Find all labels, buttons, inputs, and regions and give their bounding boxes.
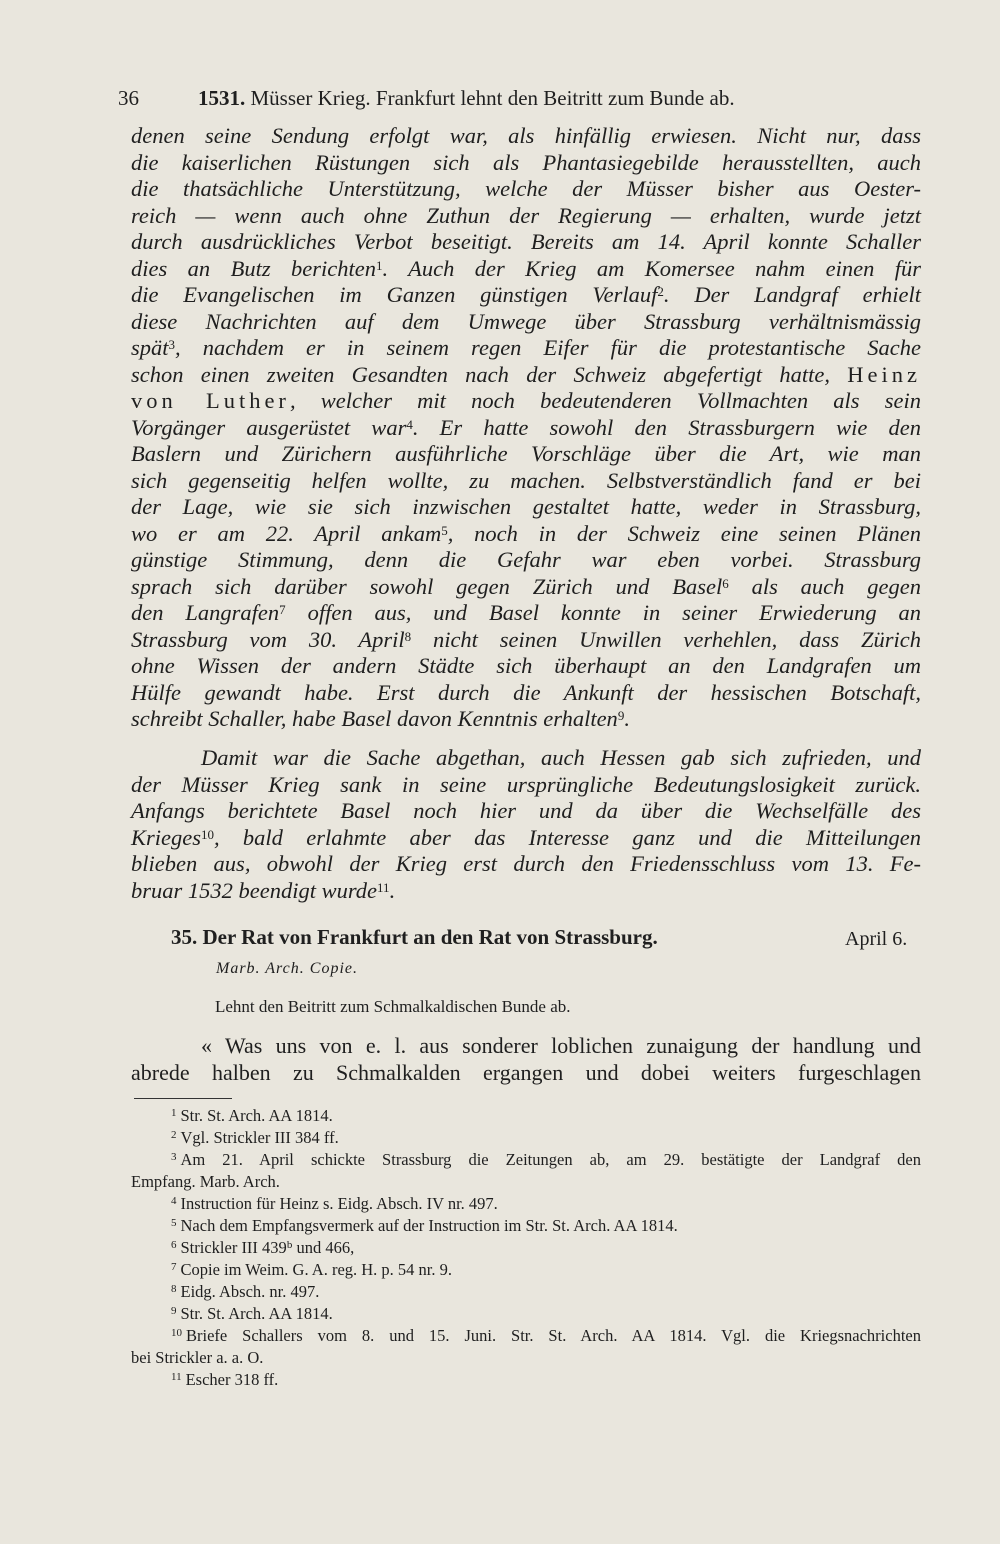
- footnote: $^{10}$ Briefe Schallers vom 8. und 15. Juni. Str. St. Arch. AA 1814. Vgl. die Kriegsnachrichten: [171, 1326, 921, 1345]
- text-line: abrede halben zu Schmalkalden ergangen und dobei weiters furgeschlagen: [131, 1060, 921, 1085]
- text-line: von Luther, welcher mit noch bedeutenderen Vollmachten als sein: [131, 388, 922, 413]
- text-line: ohne Wissen der andern Städte sich überhaupt an den Landgrafen um: [131, 653, 921, 678]
- text-line: Baslern und Zürichern ausführliche Vorschläge über die Art, wie man: [131, 441, 921, 466]
- document-title: 35. Der Rat von Frankfurt an den Rat von Strassburg.: [171, 925, 658, 949]
- text-line: reich — wenn auch ohne Zuthun der Regierung — erhalten, wurde jetzt: [131, 202, 921, 228]
- running-header: [118, 86, 858, 111]
- text-line: dies an Butz berichten$^1$. Auch der Krieg am Komersee nahm einen für: [131, 255, 921, 281]
- footnote-ref: 8: [404, 628, 412, 644]
- footnote: $^2$ Vgl. Strickler III 384 ff.: [171, 1128, 339, 1147]
- text-line: Vorgänger ausgerüstet war$^4$. Er hatte sowohl den Strassburgern wie den: [131, 414, 922, 440]
- spaced-name: Heinz: [847, 361, 921, 387]
- document-summary: Lehnt den Beitritt zum Schmalkaldischen Bunde ab.: [215, 997, 571, 1016]
- footnote: $^4$ Instruction für Heinz s. Eidg. Absch. IV nr. 497.: [171, 1194, 498, 1213]
- footnote: $^1$ Str. St. Arch. AA 1814.: [171, 1106, 333, 1125]
- text-line: die Evangelischen im Ganzen günstigen Verlauf$^2$. Der Landgraf erhielt: [131, 282, 922, 307]
- text-line: « Was uns von e. l. aus sonderer loblichen zunaigung der handlung und: [201, 1033, 921, 1058]
- footnote: $^{11}$ Escher 318 ff.: [171, 1370, 279, 1389]
- text-line: wo er am 22. April ankam$^5$, noch in der Schweiz eine seinen Plänen: [131, 520, 921, 546]
- text-line: der Müsser Krieg sank in seine ursprüngliche Bedeutungslosigkeit zurück.: [131, 771, 921, 797]
- footnote-continuation: bei Strickler a. a. O.: [131, 1348, 264, 1367]
- text-line: sich gegenseitig helfen wollte, zu machen. Selbstverständlich fand er bei: [131, 467, 921, 493]
- footnote-ref: 2: [657, 284, 664, 299]
- footnote-ref: 10: [201, 826, 214, 842]
- text-line: spät$^3$, nachdem er in seinem regen Eifer für die protestantische Sache: [131, 335, 921, 360]
- footnote-ref: 11: [377, 879, 390, 895]
- footnote: $^7$ Copie im Weim. G. A. reg. H. p. 54 nr. 9.: [171, 1260, 453, 1279]
- text-line: Anfangs berichtete Basel noch hier und da über die Wechselfälle des: [131, 798, 921, 823]
- text-line: günstige Stimmung, denn die Gefahr war eben vorbei. Strassburg: [131, 547, 921, 572]
- footnote: $^8$ Eidg. Absch. nr. 497.: [171, 1282, 320, 1301]
- text-line: Krieges$^{10}$, bald erlahmte aber das Interesse ganz und die Mitteilungen: [131, 824, 921, 850]
- text-line: Strassburg vom 30. April$^8$ nicht seinen Unwillen verhehlen, dass Zürich: [131, 626, 921, 652]
- text-line: denen seine Sendung erfolgt war, als hinfällig erwiesen. Nicht nur, dass: [131, 123, 921, 148]
- text-line: Damit war die Sache abgethan, auch Hessen gab sich zufrieden, und: [201, 745, 921, 770]
- text-line: den Langrafen$^7$ offen aus, und Basel konnte in seiner Erwiederung an: [131, 600, 921, 625]
- document-source: Marb. Arch. Copie.: [216, 960, 358, 977]
- running-title: Müsser Krieg. Frankfurt lehnt den Beitritt zum Bunde ab.: [250, 86, 735, 110]
- text-line: die thatsächliche Unterstützung, welche der Müsser bisher aus Oester-: [131, 176, 921, 201]
- footnote: $^5$ Nach dem Empfangsvermerk auf der Instruction im Str. St. Arch. AA 1814.: [171, 1216, 678, 1235]
- text-line: sprach sich darüber sowohl gegen Zürich und Basel$^6$ als auch gegen: [131, 573, 921, 599]
- spaced-name: von Luther: [131, 388, 290, 413]
- footnote-divider: [134, 1098, 232, 1099]
- footnote: $^3$ Am 21. April schickte Strassburg die Zeitungen ab, am 29. bestätigte der Landgraf den: [171, 1150, 921, 1169]
- footnote-ref: 3: [168, 337, 176, 352]
- text-line: die kaiserlichen Rüstungen sich als Phantasiegebilde herausstellten, auch: [131, 149, 921, 175]
- footnote-ref: 5: [441, 522, 448, 538]
- text-line: schreibt Schaller, habe Basel davon Kenntnis erhalten$^9$.: [131, 706, 630, 731]
- footnote-ref: 1: [375, 257, 383, 273]
- page-number: 36: [118, 86, 139, 110]
- text-line: der Lage, wie sie sich inzwischen gestaltet hatte, weder in Strassburg,: [131, 494, 921, 519]
- footnote-ref: 6: [722, 575, 729, 591]
- text-line: schon einen zweiten Gesandten nach der Schweiz abgefertigt hatte, Heinz: [131, 361, 921, 387]
- text-line: diese Nachrichten auf dem Umwege über Strassburg verhältnismässig: [131, 308, 921, 334]
- footnote-continuation: Empfang. Marb. Arch.: [131, 1172, 280, 1191]
- footnote: $^6$ Strickler III 439$^b$ und 466,: [171, 1238, 355, 1257]
- text-line: Hülfe gewandt habe. Erst durch die Ankunft der hessischen Botschaft,: [131, 679, 921, 705]
- footnote-ref: 7: [279, 602, 286, 617]
- document-date: April 6.: [845, 928, 908, 950]
- header-year: 1531.: [198, 86, 246, 110]
- footnote: $^9$ Str. St. Arch. AA 1814.: [171, 1304, 333, 1323]
- text-line: bruar 1532 beendigt wurde$^{11}$.: [131, 877, 396, 903]
- text-line: blieben aus, obwohl der Krieg erst durch den Friedensschluss vom 13. Fe-: [131, 851, 921, 876]
- footnote-ref: 4: [406, 416, 413, 432]
- text-line: durch ausdrückliches Verbot beseitigt. Bereits am 14. April konnte Schaller: [131, 229, 921, 254]
- footnote-ref: 9: [617, 708, 625, 723]
